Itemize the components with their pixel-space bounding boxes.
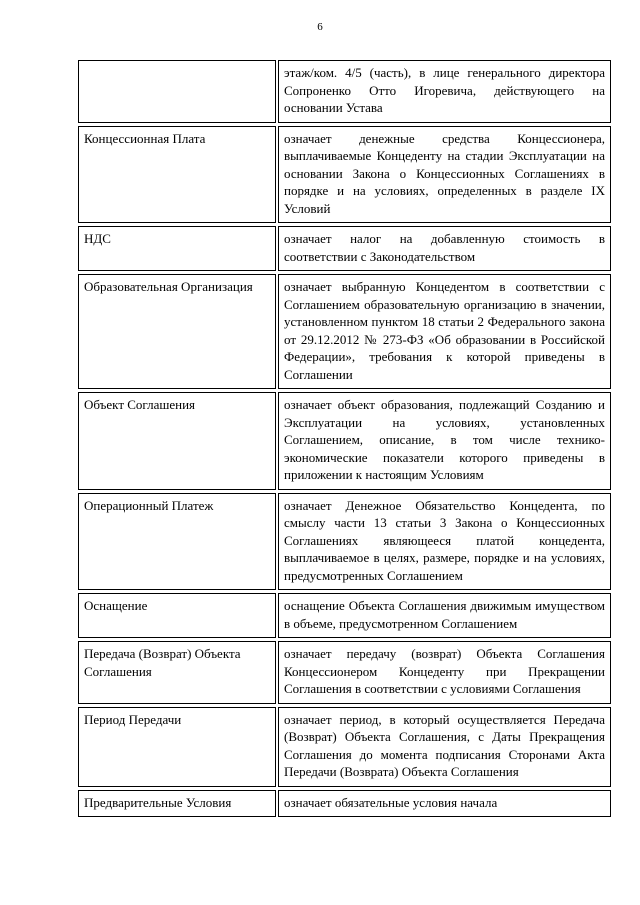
term-cell: Оснащение [79, 594, 276, 638]
table-row [79, 61, 611, 123]
definition-cell: оснащение Объекта Соглашения движимым имуществом в объеме, предусмотренном Соглашением [279, 594, 611, 638]
glossary-table [78, 60, 611, 817]
term-cell: Предварительные Условия [79, 790, 276, 817]
term-cell: Передача (Возврат) Объекта Соглашения [79, 642, 276, 704]
page-number: 6 [317, 21, 323, 33]
definition-cell: означает обязательные условия начала [279, 790, 611, 817]
table-row [79, 275, 611, 389]
definition-cell: означает выбранную Концедентом в соответствии с Соглашением образовательную организацию в значении, установленном пунктом 18 статьи 2 Федерального закона от 29.12.2012 № 273-ФЗ «Об образовании в Российской Федерации», требования к которой приведены в Соглашении [279, 275, 611, 389]
term-cell: Объект Соглашения [79, 393, 276, 490]
table-row [79, 790, 611, 817]
table-row [79, 227, 611, 271]
definition-cell: означает Денежное Обязательство Концедента, по смыслу части 13 статьи 3 Закона о Концессионных Соглашениях являющееся платой концедента, выплачиваемое в целях, размере, порядке и на условиях, предусмотренных Соглашением [279, 493, 611, 590]
term-cell: НДС [79, 227, 276, 271]
term-cell: Операционный Платеж [79, 493, 276, 590]
definition-cell: означает период, в который осуществляется Передача (Возврат) Объекта Соглашения, с Даты Прекращения Соглашения до момента подписания Сторонами Акта Передачи (Возврата) Объекта Соглашения [279, 707, 611, 786]
table-row [79, 393, 611, 490]
table-row [79, 642, 611, 704]
definition-cell: означает передачу (возврат) Объекта Соглашения Концессионером Концеденту при Прекращении Соглашения в соответствии с условиями Соглашения [279, 642, 611, 704]
table-row [79, 594, 611, 638]
definition-cell: означает объект образования, подлежащий Созданию и Эксплуатации на условиях, установленных Соглашением, описание, в том числе технико-экономические показатели которого приведены в приложении к настоящим Условиям [279, 393, 611, 490]
definition-cell: этаж/ком. 4/5 (часть), в лице генерального директора Сопроненко Отто Игоревича, действующего на основании Устава [279, 61, 611, 123]
definition-cell: означает налог на добавленную стоимость в соответствии с Законодательством [279, 227, 611, 271]
term-cell: Период Передачи [79, 707, 276, 786]
table-row [79, 493, 611, 590]
table-row [79, 707, 611, 786]
definition-cell: означает денежные средства Концессионера, выплачиваемые Концеденту на стадии Эксплуатации на основании Закона о Концессионных Соглашениях в порядке и на условиях, определенных в разделе IX Условий [279, 126, 611, 223]
term-cell: Концессионная Плата [79, 126, 276, 223]
term-cell [79, 61, 276, 123]
table-row [79, 126, 611, 223]
term-cell: Образовательная Организация [79, 275, 276, 389]
